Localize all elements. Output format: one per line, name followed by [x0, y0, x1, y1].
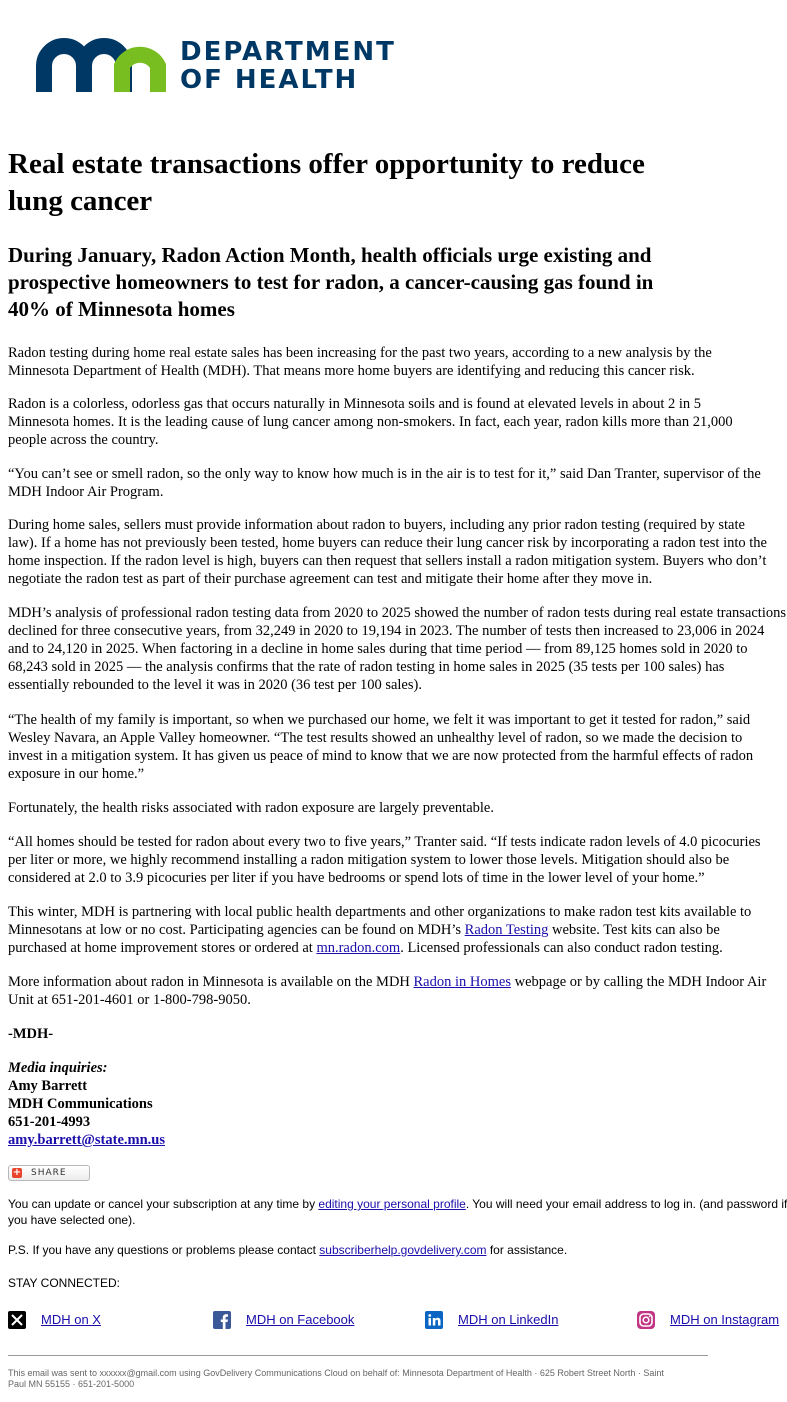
- contact-email-wrap: [8, 1131, 165, 1149]
- text-line: essentially rebounded to the level it was in 2020 (36 test per 100 sales).: [8, 677, 422, 693]
- text-line: [8, 1196, 787, 1212]
- text-line: Unit at 651-201-4601 or 1-800-798-9050.: [8, 992, 251, 1008]
- text-line: This winter, MDH is partnering with local public health departments and other organizations to make radon test kits available to: [8, 904, 752, 920]
- subtitle-line: During January, Radon Action Month, health officials urge existing and: [8, 243, 652, 267]
- mdh-logo[interactable]: [40, 38, 460, 94]
- text-line: [8, 939, 751, 957]
- text-fragment: You can update or cancel your subscription at any time by: [8, 1197, 319, 1211]
- text-fragment: webpage or by calling the MDH Indoor Air: [510, 974, 767, 990]
- radon-in-homes-link[interactable]: Radon in Homes: [413, 974, 511, 990]
- subscriber-help-link[interactable]: subscriberhelp.govdelivery.com: [319, 1243, 487, 1257]
- text-line: people across the country.: [8, 432, 159, 448]
- paragraph-1: [8, 344, 712, 380]
- text-line: home inspection. If the radon level is high, buyers can then request that sellers install a radon mitigation system. Buyers who don’t: [8, 553, 767, 569]
- media-inquiries-heading: Media inquiries:: [8, 1060, 108, 1076]
- text-line: per liter or more, we highly recommend installing a radon mitigation system to lower those levels. Mitigation should also be: [8, 852, 730, 868]
- footer-divider: [8, 1355, 708, 1356]
- text-line: exposure in our home.”: [8, 766, 145, 782]
- share-plus-icon: +: [12, 1167, 22, 1178]
- radon-testing-link[interactable]: Radon Testing: [464, 922, 549, 938]
- text-fragment: website. Test kits can also be: [548, 922, 720, 938]
- logo-line-department: DEPARTMENT: [180, 37, 396, 67]
- paragraph-4: [8, 516, 767, 588]
- paragraph-6: [8, 711, 753, 783]
- text-line: During home sales, sellers must provide information about radon to buyers, including any prior radon testing (required by state: [8, 517, 745, 533]
- text-fragment: P.S. If you have any questions or problems please contact: [8, 1243, 320, 1257]
- text-line: Minnesota homes. It is the leading cause of lung cancer among non-smokers. In fact, each year, radon kills more than 21,000: [8, 414, 733, 430]
- title-line: lung cancer: [8, 185, 153, 217]
- text-line: “All homes should be tested for radon about every two to five years,” Tranter said. “If tests indicate radon levels of 4.0 picocuries: [8, 834, 761, 850]
- contact-name: Amy Barrett: [8, 1078, 88, 1094]
- instagram-icon: [637, 1311, 655, 1329]
- paragraph-2: [8, 395, 733, 449]
- text-line: Radon testing during home real estate sales has been increasing for the past two years, according to a new analysis by the: [8, 345, 712, 361]
- text-line: 68,243 sold in 2025 — the analysis confirms that the rate of radon testing in home sales in 2025 (35 tests per 100 sales) has: [8, 659, 725, 675]
- linkedin-icon: [425, 1311, 443, 1329]
- mn-radon-link[interactable]: mn.radon.com: [316, 940, 401, 956]
- social-facebook-link[interactable]: MDH on Facebook: [246, 1312, 355, 1327]
- text-line: declined for three consecutive years, from 32,249 in 2020 to 19,194 in 2023. The number of tests then increased to 23,006 in 2024: [8, 623, 765, 639]
- mn-logo-mark-icon: [40, 42, 162, 94]
- social-instagram-link[interactable]: MDH on Instagram: [670, 1312, 780, 1327]
- text-line: Fortunately, the health risks associated with radon exposure are largely preventable.: [8, 800, 494, 816]
- end-mark: -MDH-: [8, 1026, 54, 1042]
- paragraph-8: [8, 833, 761, 887]
- text-line: negotiate the radon test as part of their purchase agreement can test and mitigate their home after they move in.: [8, 571, 653, 587]
- page-title: [8, 146, 768, 220]
- share-button[interactable]: [8, 1165, 90, 1181]
- share-label: SHARE: [31, 1168, 67, 1178]
- text-line: invest in a mitigation system. It has given us peace of mind to know that we are now protected from the harmful effects of radon: [8, 748, 754, 764]
- stay-connected-label: STAY CONNECTED:: [8, 1276, 121, 1290]
- text-line: law). If a home has not previously been tested, home buyers can reduce their lung cancer risk by incorporating a radon test into the: [8, 535, 767, 551]
- subtitle-line: prospective homeowners to test for radon, a cancer-causing gas found in: [8, 270, 654, 294]
- logo-line-of-health: OF HEALTH: [180, 65, 359, 95]
- logo-text: [180, 38, 396, 94]
- text-line: “The health of my family is important, so when we purchased our home, we felt it was important to get it tested for radon,” said: [8, 712, 751, 728]
- paragraph-9: [8, 903, 751, 957]
- text-fragment: More information about radon in Minnesota is available on the MDH: [8, 974, 414, 990]
- title-line: Real estate transactions offer opportunity to reduce: [8, 148, 645, 180]
- text-line: “You can’t see or smell radon, so the only way to know how much is in the air is to test for it,” said Dan Tranter, supervisor of the: [8, 466, 761, 482]
- contact-phone: 651-201-4993: [8, 1114, 91, 1130]
- text-line: you have selected one).: [8, 1213, 136, 1227]
- subscription-note: [8, 1196, 787, 1228]
- text-fragment: . You will need your email address to log in. (and password if: [465, 1197, 787, 1211]
- text-fragment: purchased at home improvement stores or ordered at: [8, 940, 317, 956]
- text-line: Wesley Navara, an Apple Valley homeowner. “The test results showed an unhealthy level of radon, so we made the decision to: [8, 730, 743, 746]
- page-subtitle: [8, 242, 768, 323]
- ps-note: [8, 1242, 567, 1258]
- text-line: MDH Indoor Air Program.: [8, 484, 164, 500]
- text-line: and to 24,120 in 2025. When factoring in a decline in home sales during that time period — from 89,125 homes sold in 2020 to: [8, 641, 748, 657]
- footer-text: [8, 1368, 664, 1390]
- contact-org: MDH Communications: [8, 1096, 153, 1112]
- text-fragment: Minnesotans at low or no cost. Participating agencies can be found on MDH’s: [8, 922, 465, 938]
- text-line: [8, 921, 751, 939]
- text-line: Paul MN 55155 · 651-201-5000: [8, 1379, 135, 1389]
- contact-email-link[interactable]: amy.barrett@state.mn.us: [8, 1132, 165, 1148]
- text-line: considered at 2.0 to 3.9 picocuries per liter if you have bedrooms or spend lots of time in the lower level of your home.”: [8, 870, 705, 886]
- paragraph-3: [8, 465, 761, 501]
- text-line: Radon is a colorless, odorless gas that occurs naturally in Minnesota soils and is found at elevated levels in about 2 in 5: [8, 396, 702, 412]
- text-line: This email was sent to xxxxxx@gmail.com using GovDelivery Communications Cloud on behalf of: Minnesota Department of Health · 625 Robert Street North · Saint: [8, 1368, 664, 1378]
- social-x-link[interactable]: MDH on X: [41, 1312, 101, 1327]
- paragraph-5: [8, 604, 786, 694]
- text-fragment: for assistance.: [486, 1243, 568, 1257]
- paragraph-10: [8, 973, 766, 1009]
- subtitle-line: 40% of Minnesota homes: [8, 297, 235, 321]
- facebook-icon: [213, 1311, 231, 1329]
- paragraph-7: [8, 799, 494, 817]
- text-line: MDH’s analysis of professional radon testing data from 2020 to 2025 showed the number of radon tests during real estate transactions: [8, 605, 786, 621]
- text-fragment: . Licensed professionals can also conduct radon testing.: [400, 940, 723, 956]
- text-line: Minnesota Department of Health (MDH). That means more home buyers are identifying and reducing this cancer risk.: [8, 363, 695, 379]
- social-linkedin-link[interactable]: MDH on LinkedIn: [458, 1312, 559, 1327]
- x-icon: [8, 1311, 26, 1329]
- text-line: [8, 973, 766, 991]
- edit-profile-link[interactable]: editing your personal profile: [318, 1197, 466, 1211]
